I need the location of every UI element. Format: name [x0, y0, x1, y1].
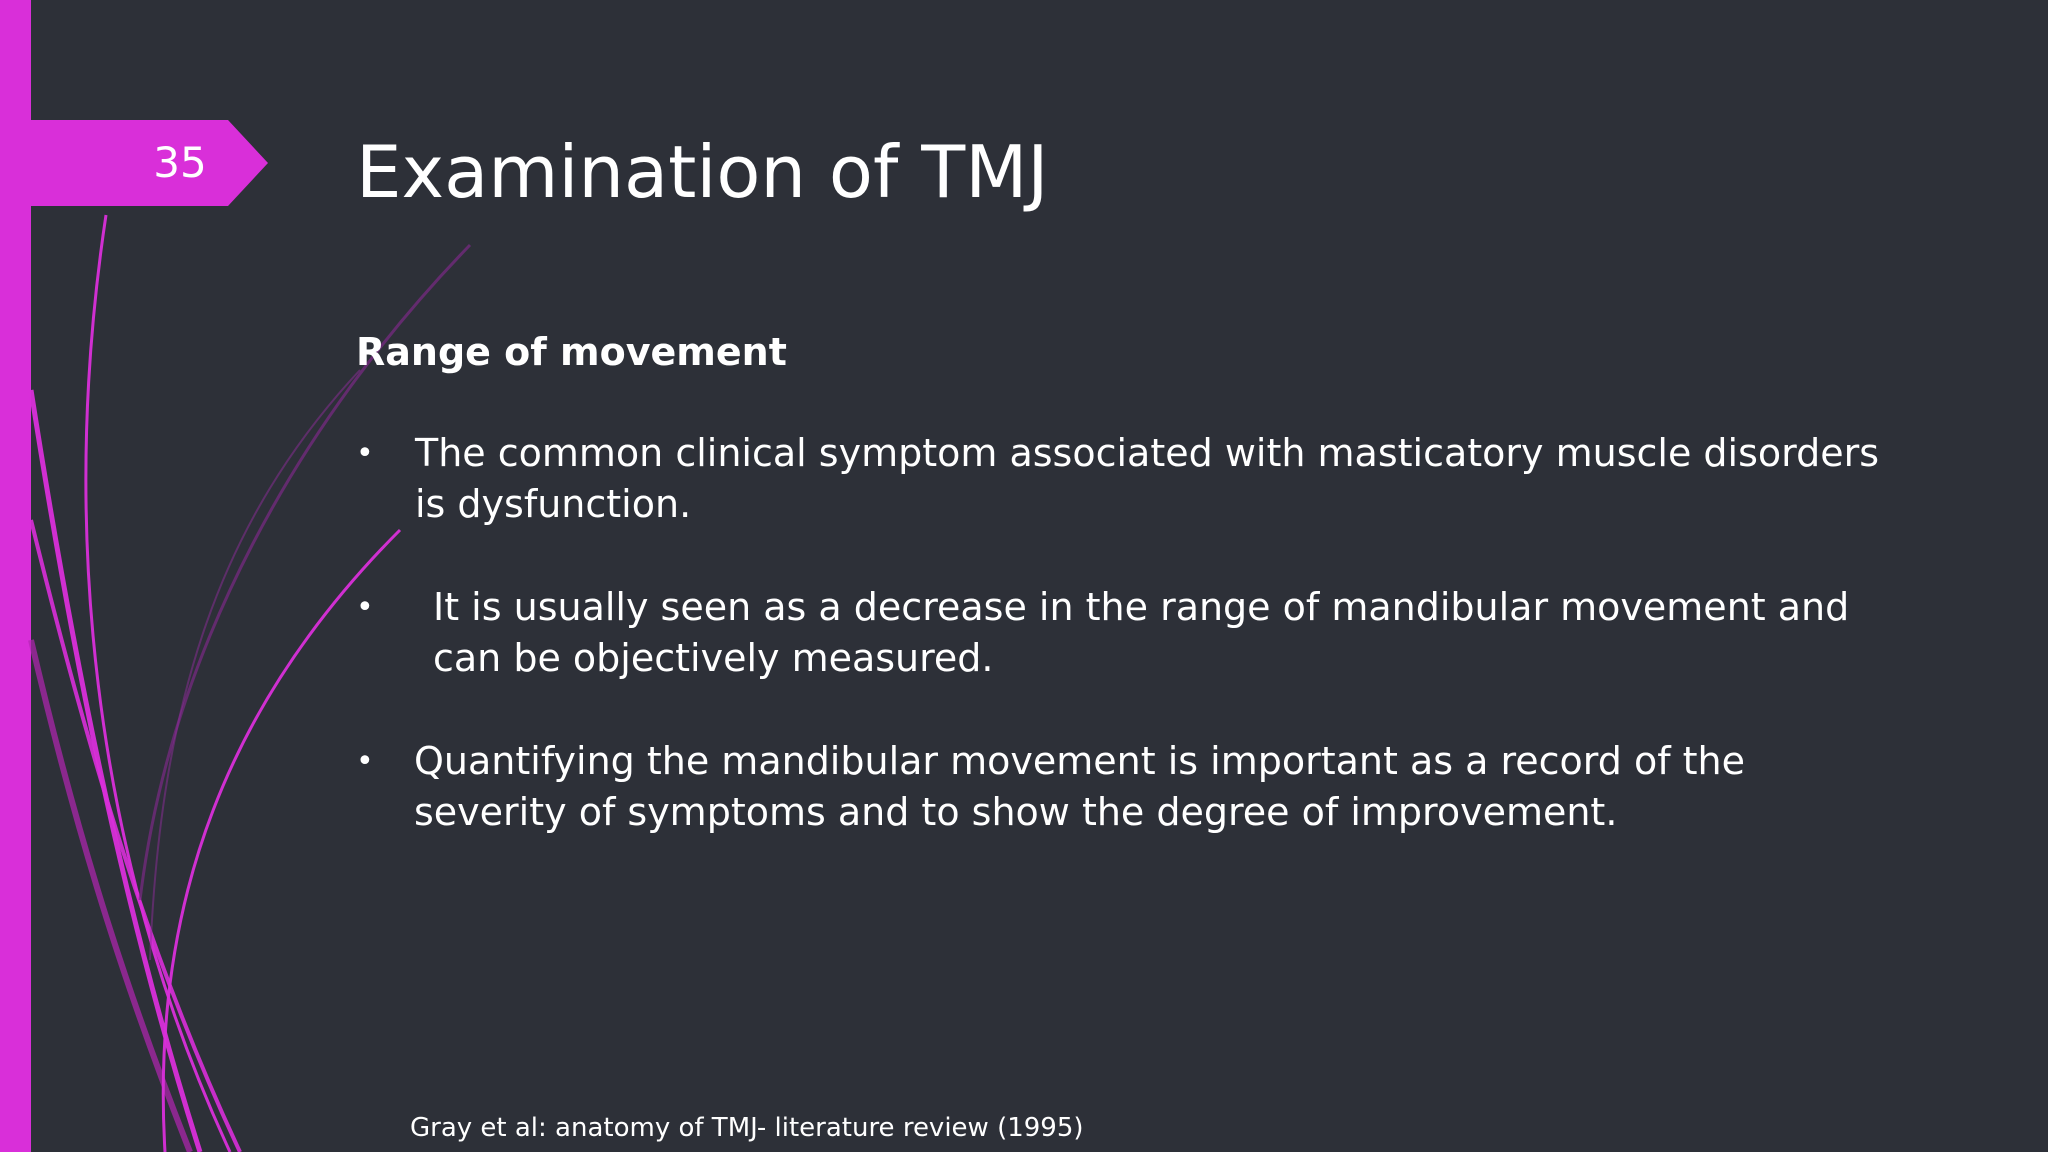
- bullet-item: [356, 582, 1956, 684]
- bullet-item: [356, 736, 1956, 838]
- slide-number: 35: [153, 138, 207, 187]
- bullet-text-line: severity of symptoms and to show the degree of improvement.: [414, 790, 1618, 834]
- bullet-item: [356, 428, 1956, 530]
- section-subheading: Range of movement: [356, 330, 787, 374]
- slide-number-tab: [0, 120, 270, 206]
- bullet-marker: •: [356, 590, 374, 625]
- slide-title: Examination of TMJ: [356, 130, 1049, 214]
- bullet-text-line: Quantifying the mandibular movement is important as a record of the: [414, 739, 1746, 783]
- bullet-marker: •: [356, 436, 374, 471]
- bullet-text-line: It is usually seen as a decrease in the range of mandibular movement and: [433, 585, 1850, 629]
- bullet-marker: •: [356, 744, 374, 779]
- bullet-text-line: is dysfunction.: [415, 482, 692, 526]
- bullet-text-line: can be objectively measured.: [433, 636, 994, 680]
- citation-footnote: Gray et al: anatomy of TMJ- literature review (1995): [410, 1113, 1084, 1143]
- bullet-text-line: The common clinical symptom associated with masticatory muscle disorders: [415, 431, 1880, 475]
